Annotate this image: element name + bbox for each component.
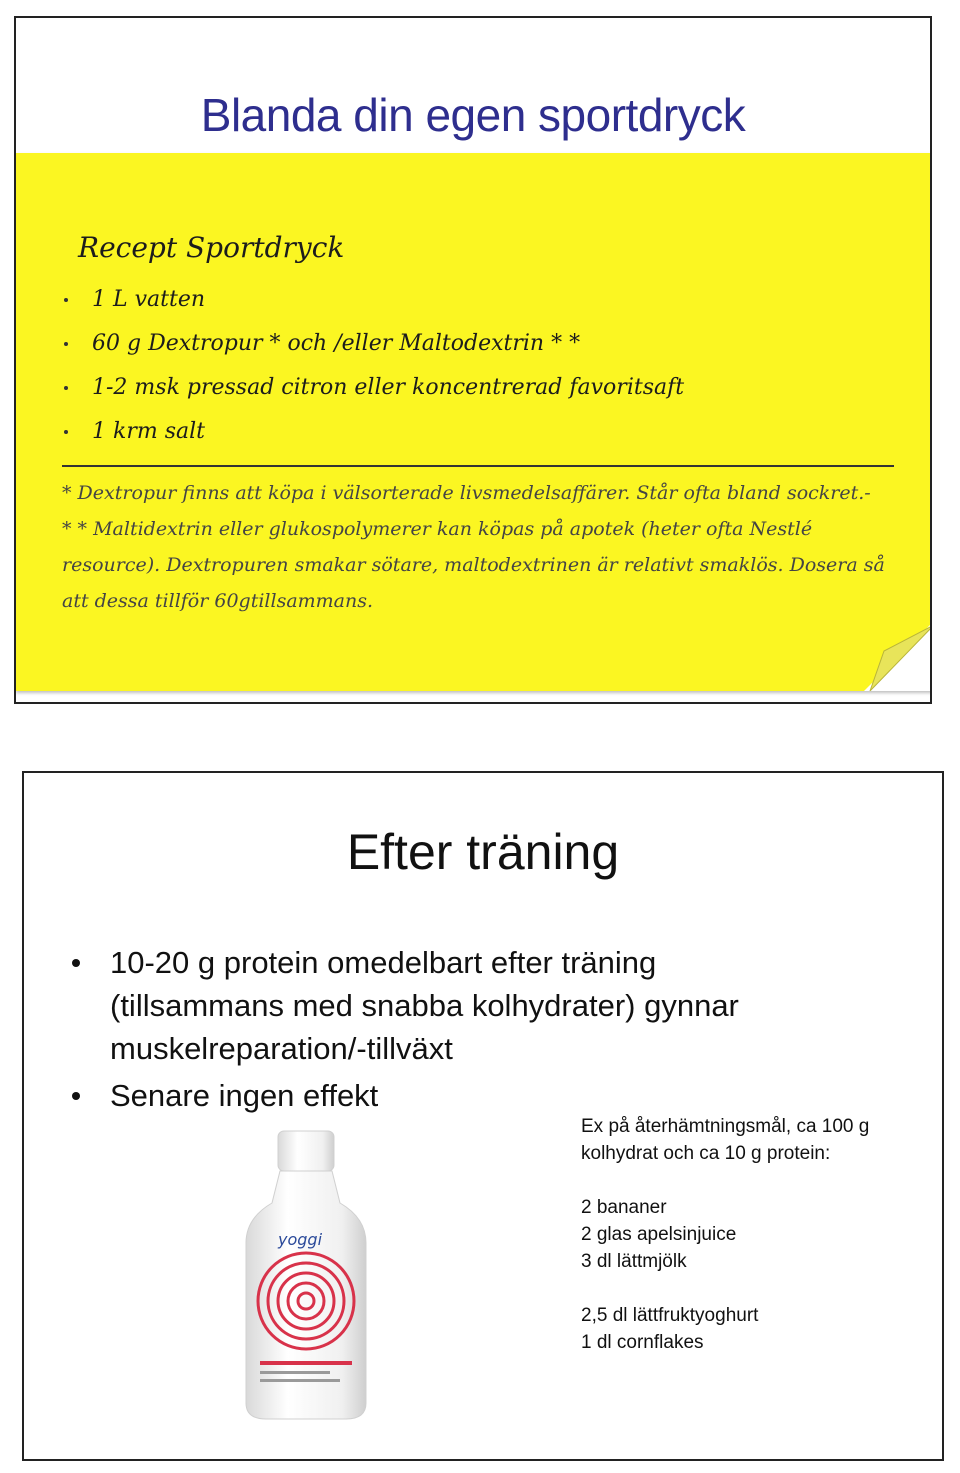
list-item: Senare ingen effekt — [68, 1074, 768, 1117]
divider — [62, 465, 894, 467]
recovery-item: 2 bananer — [581, 1197, 667, 1218]
slide-sportdryck — [14, 16, 932, 704]
slide-efter-traning — [22, 771, 944, 1461]
list-item: 1 krm salt — [64, 410, 684, 454]
slide-title: Blanda din egen sportdryck — [200, 89, 746, 141]
bullet-icon — [72, 1092, 80, 1100]
recovery-intro: Ex på återhämtningsmål, ca 100 g kolhydrat och ca 10 g protein: — [581, 1116, 870, 1164]
sticky-note — [16, 153, 932, 691]
list-item: 10-20 g protein omedelbart efter träning (tillsammans med snabba kolhydrater) gynnar muskelreparation/-tillväxt — [68, 941, 768, 1070]
page-curl-icon — [864, 621, 932, 691]
ingredient-list — [64, 278, 684, 454]
recovery-item: 3 dl lättmjölk — [581, 1251, 687, 1272]
bullet-icon — [72, 959, 80, 967]
bullet-list — [68, 941, 768, 1121]
bullet-icon — [64, 430, 68, 434]
yoghurt-bottle-image — [236, 1123, 376, 1423]
bullet-icon — [64, 298, 68, 302]
recovery-item: 1 dl cornflakes — [581, 1332, 704, 1353]
list-item: 1 L vatten — [64, 278, 684, 322]
recipe-title: Recept Sportdryck — [78, 231, 345, 264]
slide-title: Efter träning — [346, 824, 620, 880]
footnote-dextropur: * Dextropur finns att köpa i välsorterade livsmedelsaffärer. Står ofta bland sockret.- — [62, 482, 871, 504]
footnotes — [62, 475, 894, 619]
list-item: 60 g Dextropur * och /eller Maltodextrin * * — [64, 322, 684, 366]
list-item: 1-2 msk pressad citron eller koncentrerad favoritsaft — [64, 366, 684, 410]
recovery-item: 2,5 dl lättfruktyoghurt — [581, 1305, 759, 1326]
bullet-icon — [64, 342, 68, 346]
bottle-brand: yoggi — [278, 1230, 323, 1249]
recovery-item: 2 glas apelsinjuice — [581, 1224, 737, 1245]
footnote-maltodextrin: * * Maltidextrin eller glukospolymerer kan köpas på apotek (heter ofta Nestlé resource). Dextropuren smakar sötare, maltodextrinen är relativt smaklös. Dosera så att dessa tillför 60gtillsammans. — [62, 518, 885, 612]
bullet-icon — [64, 386, 68, 390]
recovery-examples — [581, 1113, 901, 1356]
